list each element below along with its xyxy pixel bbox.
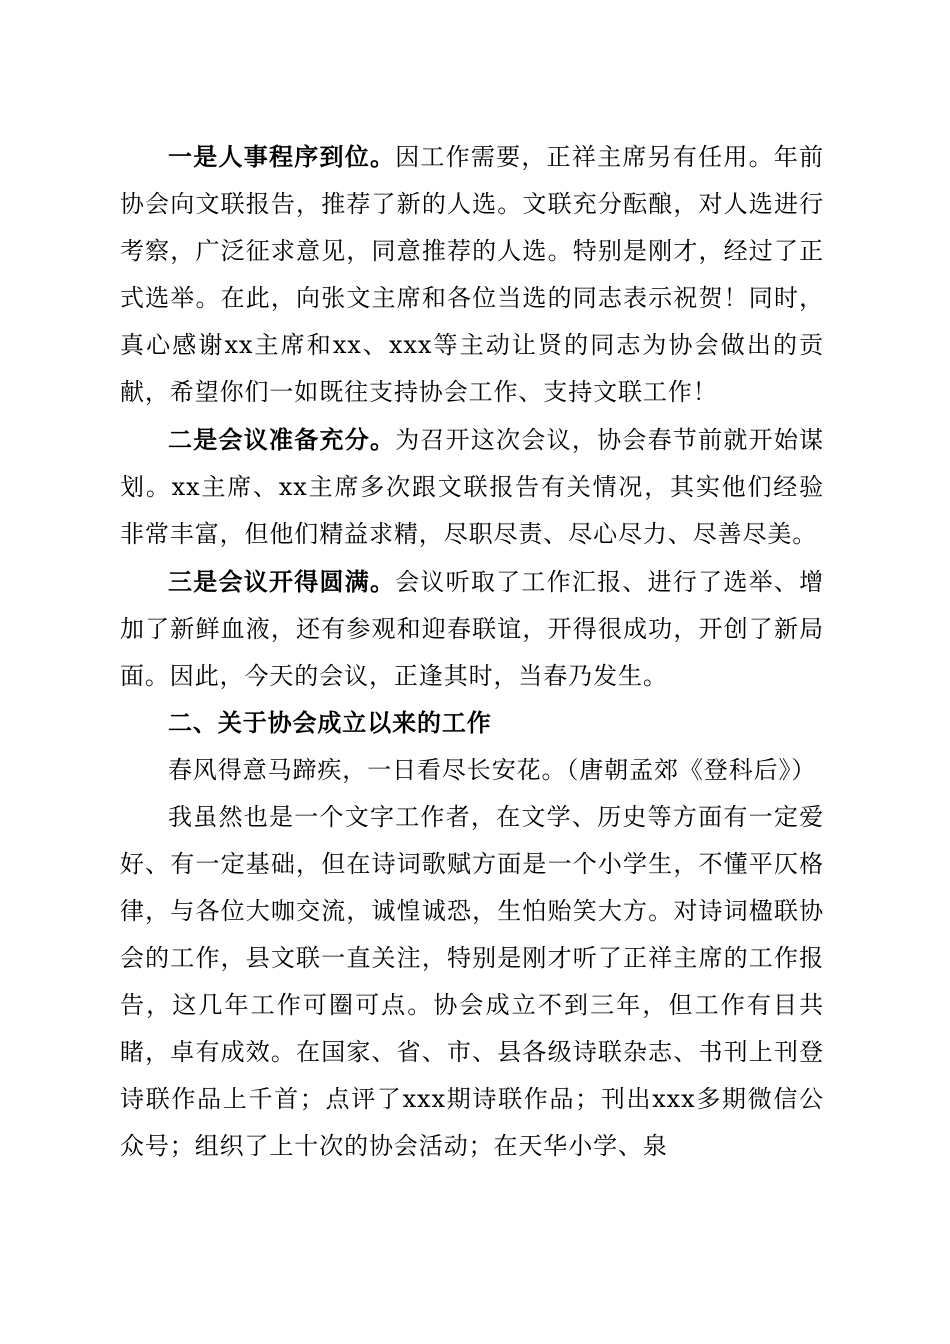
paragraph-lead: 一是人事程序到位。 <box>168 142 396 171</box>
poem-quote: 春风得意马蹄疾，一日看尽长安花。（唐朝孟郊《登科后》） <box>168 756 817 784</box>
paragraph-text: 为召开这次会议，协会春节前就开始谋划。xx主席、xx主席多次跟文联报告有关情况，其实他们经验非常丰富，但他们精益求精，尽职尽责、尽心尽力、尽善尽美。 <box>120 426 824 548</box>
paragraph-text: 会议听取了工作汇报、进行了选举、增加了新鲜血液，还有参观和迎春联谊，开得很成功，开创了新局面。因此，今天的会议，正逢其时，当春乃发生。 <box>120 568 824 690</box>
section-heading: 二、关于协会成立以来的工作 <box>168 709 492 737</box>
paragraph-success <box>120 558 824 700</box>
paragraph-lead: 三是会议开得圆满。 <box>168 567 396 596</box>
paragraph-text: 因工作需要，正祥主席另有任用。年前协会向文联报告，推荐了新的人选。文联充分酝酿，对人选进行考察，广泛征求意见，同意推荐的人选。特别是刚才，经过了正式选举。在此，向张文主席和各位当选的同志表示祝贺！同时，真心感谢xx主席和xx、xxx等主动让贤的同志为协会做出的贡献，希望你们一如既往支持协会工作、支持文联工作！ <box>120 143 824 406</box>
paragraph-lead: 二是会议准备充分。 <box>168 425 396 454</box>
paragraph-preparation <box>120 416 824 558</box>
document-page <box>120 133 824 1170</box>
body-paragraph: 我虽然也是一个文字工作者，在文学、历史等方面有一定爱好、有一定基础，但在诗词歌赋方面是一个小学生，不懂平仄格律，与各位大咖交流，诚惶诚恐，生怕贻笑大方。对诗词楹联协会的工作，县文联一直关注，特别是刚才听了正祥主席的工作报告，这几年工作可圈可点。协会成立不到三年，但工作有目共睹，卓有成效。在国家、省、市、县各级诗联杂志、书刊上刊登诗联作品上千首；点评了xxx期诗联作品；刊出xxx多期微信公众号；组织了上十次的协会活动；在天华小学、泉 <box>120 803 824 1160</box>
paragraph-personnel <box>120 133 824 416</box>
